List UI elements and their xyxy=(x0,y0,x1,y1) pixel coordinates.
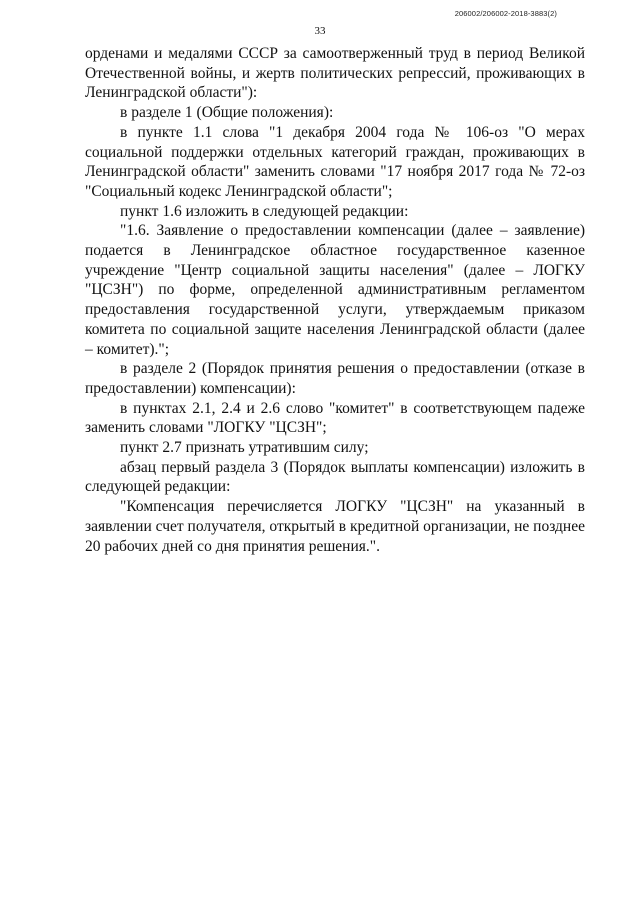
page-body xyxy=(85,44,585,556)
paragraph-section-1: в разделе 1 (Общие положения): xyxy=(120,104,334,122)
paragraph-item-1-1: в пункте 1.1 слова "1 декабря 2004 года № 106-оз "О мерах социальной поддержки отдельных категорий граждан, проживающих в Ленинградской области" заменить словами "17 ноября 2017 года № 72-оз "Социальный кодекс Ленинградской области"; xyxy=(85,123,585,200)
paragraph-section-3-text: "Компенсация перечисляется ЛОГКУ "ЦСЗН" на указанный в заявлении счет получателя, открытый в кредитной организации, не позднее 20 рабочих дней со дня принятия решения.". xyxy=(85,498,585,555)
paragraph-section-3: абзац первый раздела 3 (Порядок выплаты компенсации) изложить в следующей редакции: xyxy=(85,458,585,496)
paragraph-section-2: в разделе 2 (Порядок принятия решения о предоставлении (отказе в предоставлении) компенсации): xyxy=(85,360,585,397)
paragraph-item-1-6: пункт 1.6 изложить в следующей редакции: xyxy=(120,202,409,220)
page-number: 33 xyxy=(314,25,326,37)
paragraph-item-1-6-text: "1.6. Заявление о предоставлении компенсации (далее – заявление) подается в Ленинградское областное государственное казенное учреждение "Центр социальной защиты населения" (далее – ЛОГКУ "ЦСЗН") по форме, определенной административным регламентом предоставления государственной услуги, утверждаемым приказом комитета по социальной защите населения Ленинградской области (далее – комитет)."; xyxy=(85,222,585,358)
document-id: 206002/206002-2018-3883(2) xyxy=(454,9,557,18)
paragraph-item-2-7: пункт 2.7 признать утратившим силу; xyxy=(120,439,369,457)
paragraph-continuation: орденами и медалями СССР за самоотверженный труд в период Великой Отечественной войны, и жертв политических репрессий, проживающих в Ленинградской области"): xyxy=(85,45,585,102)
paragraph-items-2-1-2-4-2-6: в пунктах 2.1, 2.4 и 2.6 слово "комитет" в соответствующем падеже заменить словами "ЛОГКУ "ЦСЗН"; xyxy=(85,399,585,437)
